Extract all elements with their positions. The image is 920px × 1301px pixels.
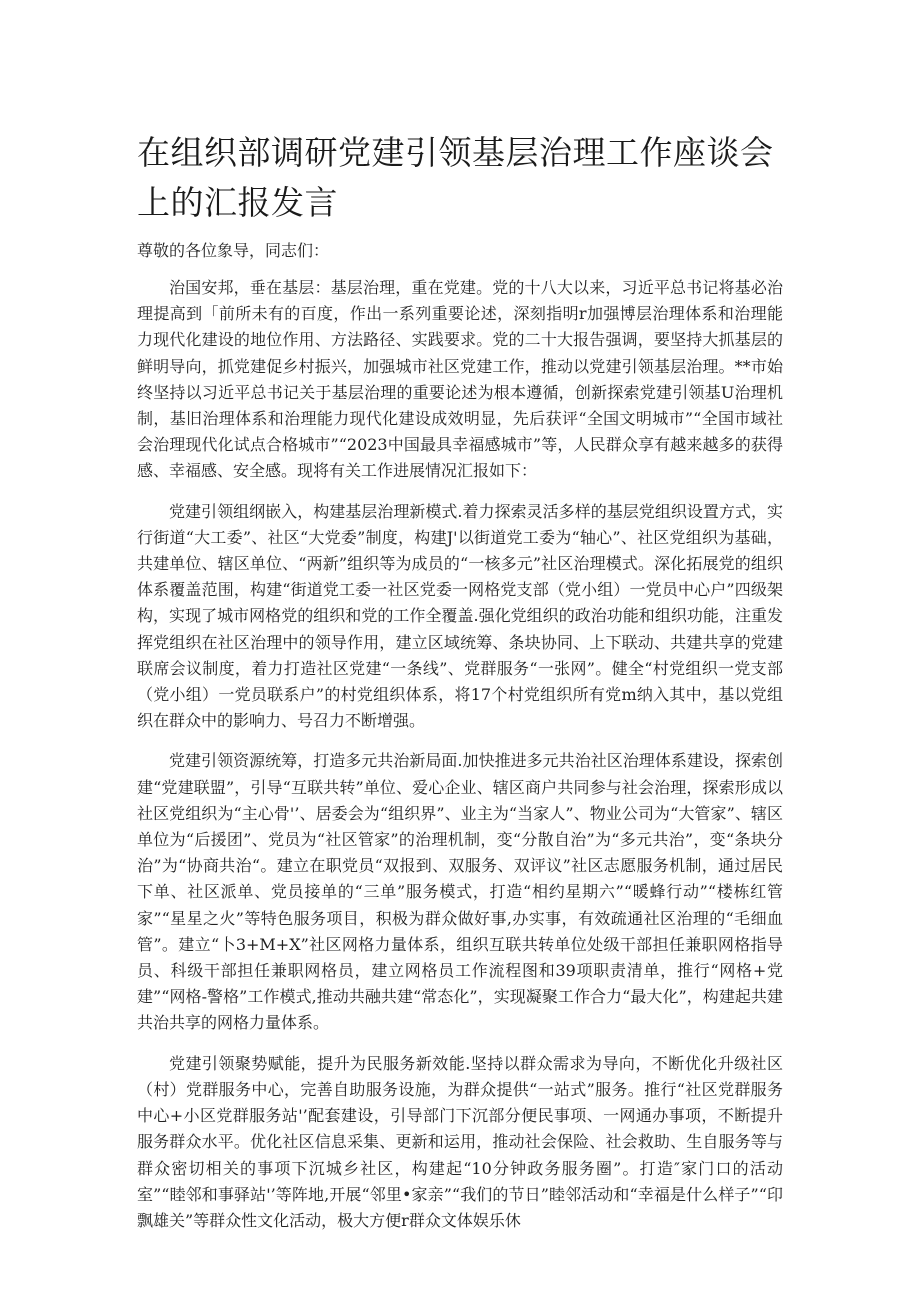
paragraph-intro: 治国安邦，垂在基层：基层治理，重在党建。党的十八大以来，习近平总书记将基必治理提高到「前所未有的百度，作出一系列重要论述，深刻指明r加强博层治理体系和治理能力现代化建设的地位作用、方法路径、实践要求。党的二十大报告强调，要坚持大抓基层的鲜明导向，抓党建促乡村振兴，加强城市社区党建工作，推动以党建引领基层治理。**市始终坚持以习近平总书记关于基层治理的重要论述为根本遵循，创新探索党建引领基U治理机制，基旧治理体系和治理能力现代化建设成效明显，先后获评“全国文明城市”“全国市域社会治理现代化试点合格城市”“2023中国最具幸福感城市”等，人民群众享有越来越多的获得感、幸福感、安全感。现将有关工作进展情况汇报如下：	[137, 278, 783, 481]
paragraph-service-empowerment: 党建引领聚势赋能，提升为民服务新效能.坚持以群众需求为导向，不断优化升级社区（村）党群服务中心，完善自助服务设施，为群众提供“一站式”服务。推行“社区党群服务中心+小区党群服务站'’配套建设，引导部门下沉部分便民事项、一网通办事项，不断提升服务群众水平。优化社区信息采集、更新和运用，推动社会保险、社会救助、生自服务等与群众密切相关的事项下沉城乡社区，构建起“10分钟政务服务圈”。打造″家门口的活动室”“睦邻和事驿站'’等阵地,开展“邻里•家亲”“我们的节日”睦邻活动和“幸福是什么样子”“印飘雄关”等群众性文化活动，极大方便r群众文体娱乐休	[137, 1053, 783, 1230]
salutation: 尊敬的各位象导，同志们：	[137, 241, 330, 260]
document-body	[137, 238, 783, 1248]
paragraph-resource-coordination: 党建引领资源统筹，打造多元共治新局面.加快推进多元共治社区治理体系建设，探索创建“党建联盟”，引导“互联共转”单位、爱心企业、辖区商户共同参与社会治理，探索形成以社区党组织为“主心骨'’、居委会为“组织界”、业主为“当家人”、物业公司为“大管家”、辖区单位为“后援团”、党员为“社区管家”的治理机制，变“分散自治”为“多元共治”，变“条块分治”为“协商共治“。建立在职党员“双报到、双服务、双评议”社区志愿服务机制，通过居民下单、社区派单、党员接单的“三单”服务模式，打造“相约星期六”“暖蜂行动”“楼栋红管家”“星星之火”等特色服务项目，积极为群众做好事,办实事，有效疏通社区治理的“毛细血管”。建立“卜3+M+X”社区网格力量体系，组织互联共转单位处级干部担任兼职网格指导员、科级干部担任兼职网格员，建立网格员工作流程图和39项职责清单，推行“网格+党建”“网格-警格”工作模式,推动共融共建“常态化”，实现凝聚工作合力“最大化”，构建起共建共治共享的网格力量体系。	[137, 751, 783, 1033]
paragraph-organization-embedding: 党建引领组纲嵌入，构建基层治理新模式.着力探索灵活多样的基层党组织设置方式，实行街道“大工委”、社区“大党委”制度，构建J'以街道党工委为“轴心”、社区党组织为基础，共建单位、辖区单位、“两新”组织等为成员的“一核多元”社区治理模式。深化拓展党的组织体系覆盖范围，构建“街道党工委一社区党委一网格党支部（党小组）一党员中心户”四级架构，实现了城市网格党的组织和党的工作全覆盖.强化党组织的政治功能和组织功能，注重发挥党组织在社区治理中的领导作用，建立区域统筹、条块协同、上下联动、共建共享的党建联席会议制度，着力打造社区党建“一条线”、党群服务“一张网”。健全“村党组织一党支部（党小组）一党员联系户”的村党组织体系，将17个村党组织所有党m纳入其中，基以党组织在群众中的影响力、号召力不断增强。	[137, 501, 783, 731]
document-title: 在组织部调研党建引领基层治理工作座谈会上的汇报发言	[137, 133, 774, 222]
